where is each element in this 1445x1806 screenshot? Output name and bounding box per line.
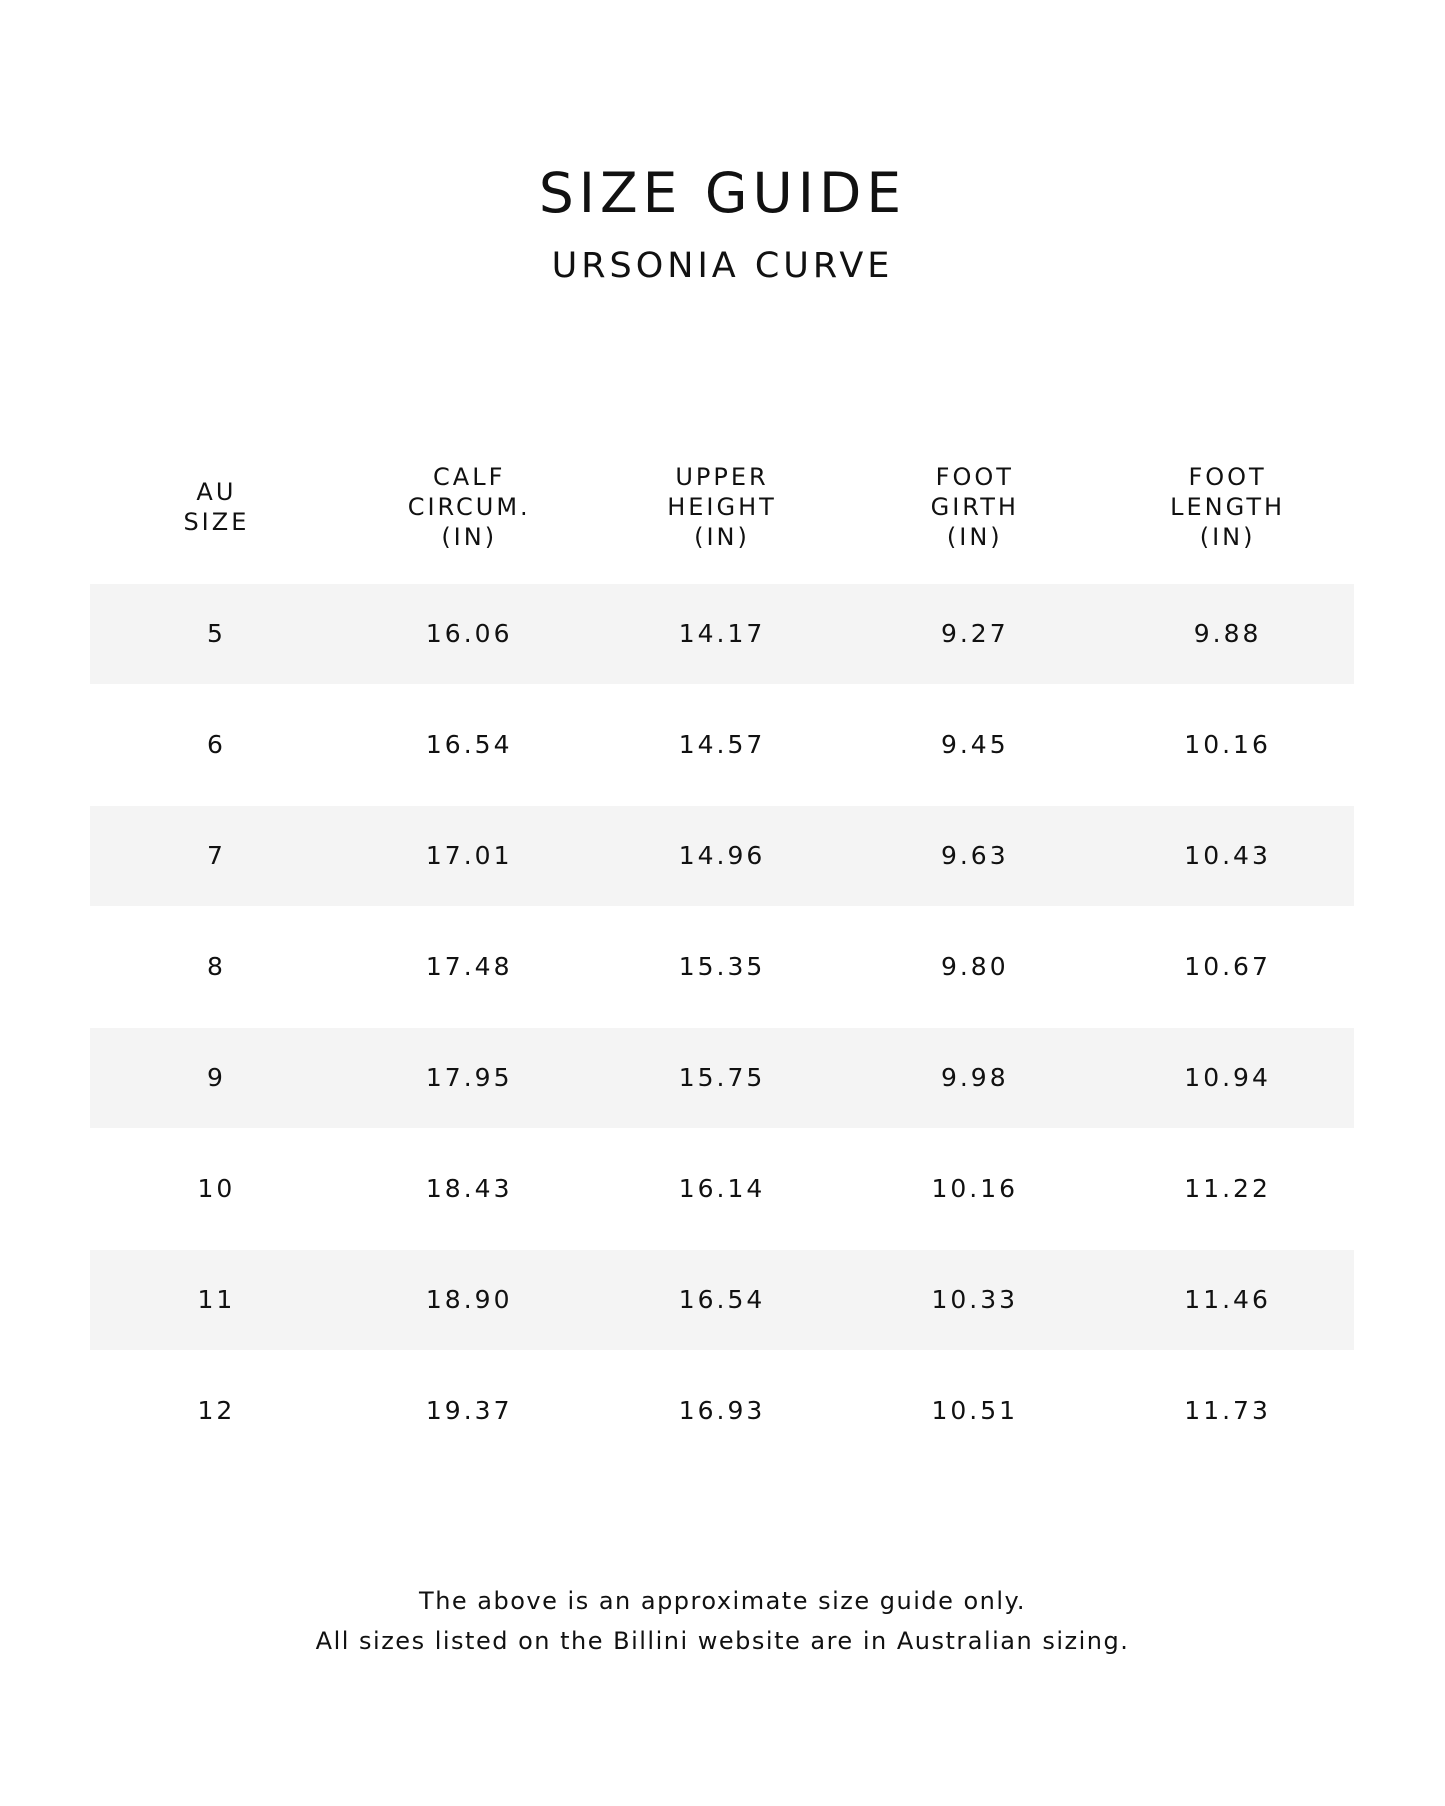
cell-upper-height: 14.96 bbox=[678, 841, 766, 870]
cell-calf-circumference: 17.95 bbox=[425, 1063, 513, 1092]
cell-au-size: 11 bbox=[197, 1285, 236, 1314]
table-row bbox=[90, 1028, 1354, 1128]
header-au-size: AU SIZE bbox=[183, 478, 250, 536]
table-row bbox=[90, 584, 1354, 684]
table-row bbox=[90, 1361, 1354, 1461]
cell-foot-girth: 10.33 bbox=[931, 1285, 1019, 1314]
cell-calf-circumference: 18.43 bbox=[425, 1174, 513, 1203]
cell-foot-length: 11.22 bbox=[1184, 1174, 1271, 1203]
table-row bbox=[90, 1250, 1354, 1350]
cell-upper-height: 15.35 bbox=[678, 952, 766, 981]
header-calf-circumference: CALF CIRCUM. (IN) bbox=[407, 463, 531, 551]
cell-foot-length: 11.73 bbox=[1184, 1396, 1271, 1425]
table-body bbox=[90, 584, 1354, 1461]
cell-au-size: 10 bbox=[197, 1174, 236, 1203]
cell-foot-girth: 10.16 bbox=[931, 1174, 1019, 1203]
header-upper-height: UPPER HEIGHT (IN) bbox=[667, 463, 777, 551]
cell-foot-girth: 9.45 bbox=[940, 730, 1009, 759]
footnote-line-2: All sizes listed on the Billini website are in Australian sizing. bbox=[315, 1627, 1130, 1655]
cell-foot-length: 10.94 bbox=[1184, 1063, 1271, 1092]
footnote-line-1: The above is an approximate size guide only. bbox=[419, 1587, 1026, 1615]
cell-foot-length: 10.16 bbox=[1184, 730, 1271, 759]
size-table bbox=[90, 430, 1354, 1461]
cell-upper-height: 14.17 bbox=[678, 619, 766, 648]
page-title: SIZE GUIDE bbox=[538, 161, 907, 225]
cell-foot-length: 11.46 bbox=[1184, 1285, 1271, 1314]
footnote bbox=[0, 1581, 1445, 1661]
cell-au-size: 9 bbox=[206, 1063, 226, 1092]
cell-upper-height: 14.57 bbox=[678, 730, 766, 759]
cell-foot-girth: 9.80 bbox=[940, 952, 1009, 981]
cell-foot-girth: 10.51 bbox=[931, 1396, 1019, 1425]
cell-foot-girth: 9.63 bbox=[940, 841, 1009, 870]
cell-calf-circumference: 17.48 bbox=[425, 952, 513, 981]
cell-au-size: 5 bbox=[206, 619, 226, 648]
cell-calf-circumference: 16.54 bbox=[425, 730, 513, 759]
product-name: URSONIA CURVE bbox=[551, 246, 894, 286]
header-foot-girth: FOOT GIRTH (IN) bbox=[930, 463, 1019, 551]
cell-upper-height: 16.93 bbox=[678, 1396, 766, 1425]
cell-upper-height: 16.54 bbox=[678, 1285, 766, 1314]
cell-au-size: 8 bbox=[206, 952, 226, 981]
cell-upper-height: 16.14 bbox=[678, 1174, 766, 1203]
header-foot-length: FOOT LENGTH (IN) bbox=[1170, 463, 1286, 551]
cell-calf-circumference: 17.01 bbox=[425, 841, 513, 870]
cell-calf-circumference: 19.37 bbox=[425, 1396, 513, 1425]
table-row bbox=[90, 1139, 1354, 1239]
table-row bbox=[90, 695, 1354, 795]
cell-foot-girth: 9.27 bbox=[940, 619, 1009, 648]
table-row bbox=[90, 806, 1354, 906]
table-row bbox=[90, 917, 1354, 1017]
cell-calf-circumference: 16.06 bbox=[425, 619, 513, 648]
table-header bbox=[90, 430, 1354, 584]
cell-foot-length: 10.43 bbox=[1184, 841, 1271, 870]
cell-foot-girth: 9.98 bbox=[940, 1063, 1009, 1092]
cell-upper-height: 15.75 bbox=[678, 1063, 766, 1092]
cell-au-size: 12 bbox=[197, 1396, 236, 1425]
cell-au-size: 7 bbox=[206, 841, 226, 870]
cell-foot-length: 9.88 bbox=[1193, 619, 1262, 648]
cell-au-size: 6 bbox=[206, 730, 226, 759]
cell-foot-length: 10.67 bbox=[1184, 952, 1271, 981]
cell-calf-circumference: 18.90 bbox=[425, 1285, 513, 1314]
